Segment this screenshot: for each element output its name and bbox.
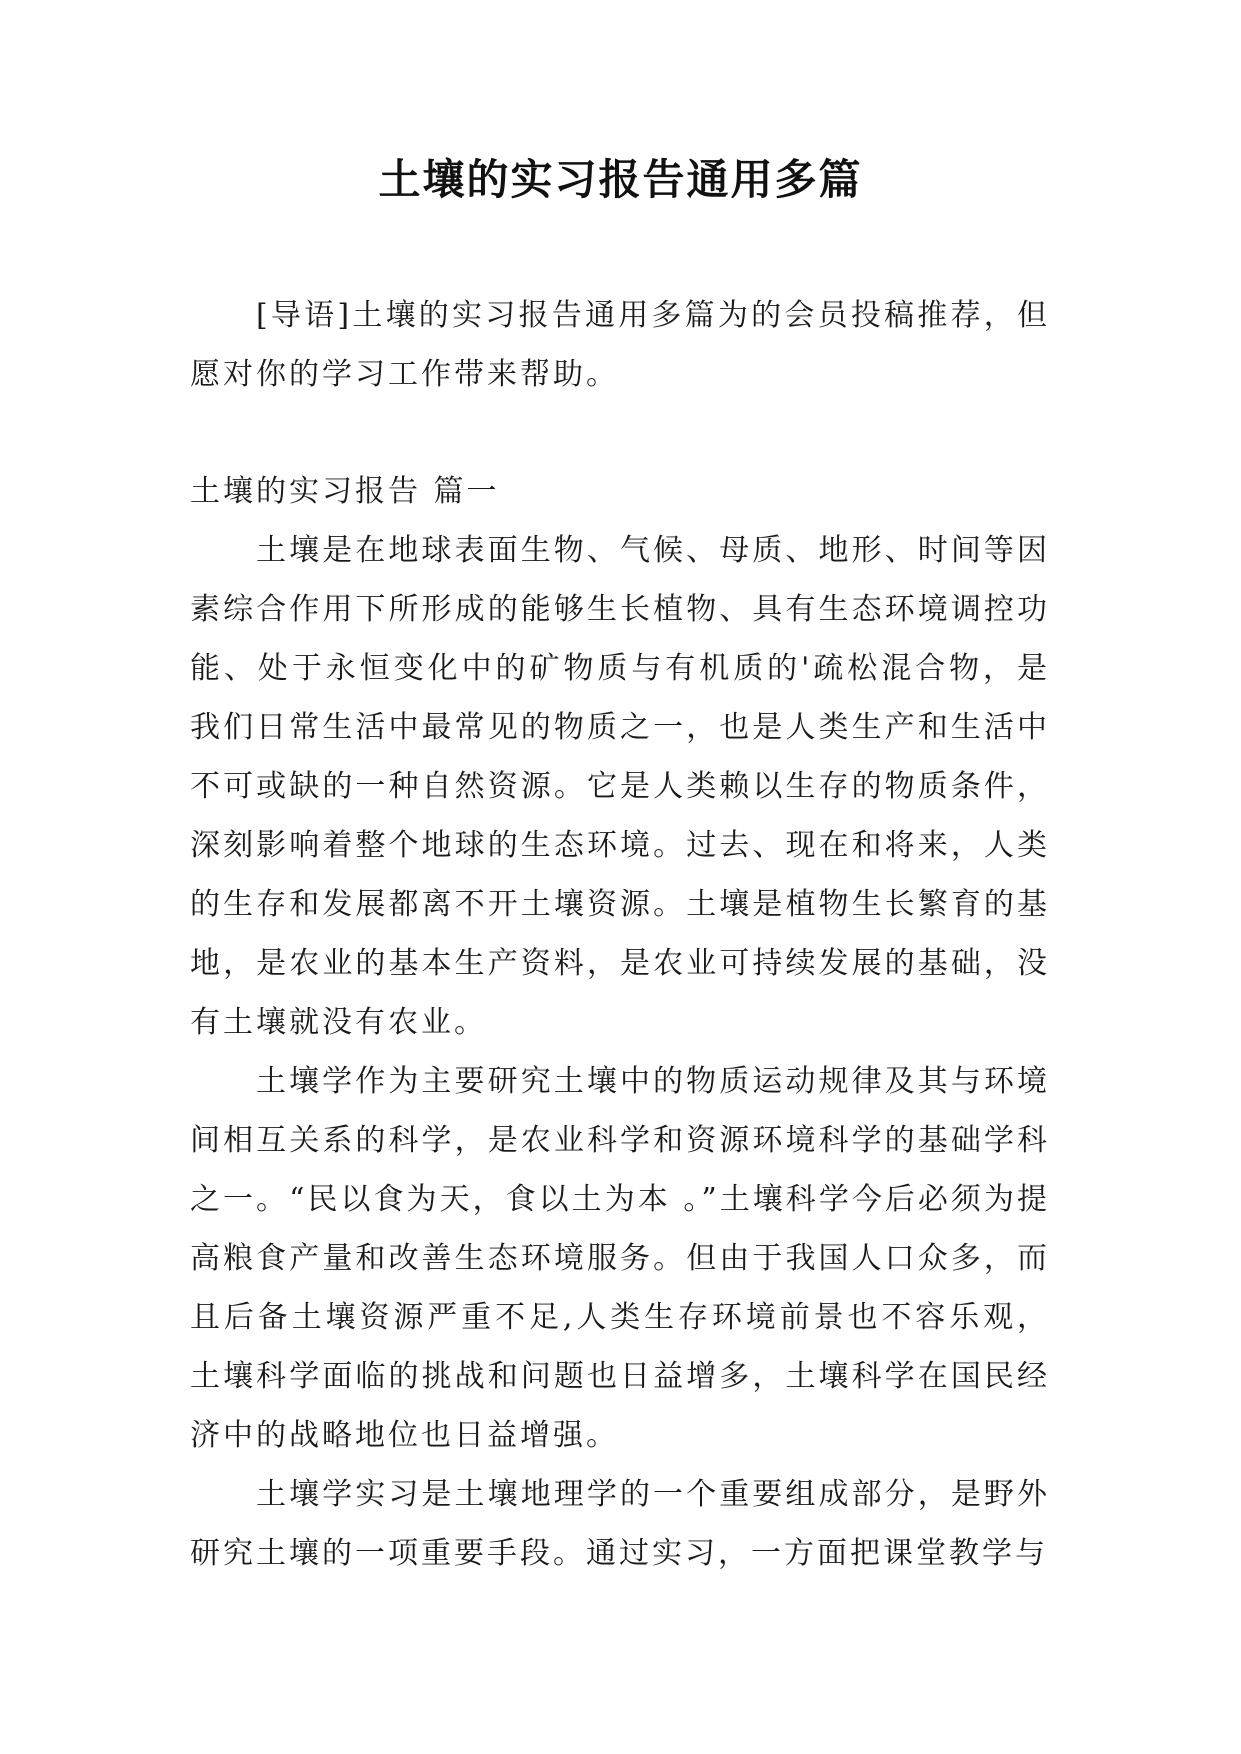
paragraph: 土壤是在地球表面生物、气候、母质、地形、时间等因素综合作用下所形成的能够生长植物、具有生态环境调控功能、处于永恒变化中的矿物质与有机质的'疏松混合物，是我们日常生活中最常见的物质之一，也是人类生产和生活中不可或缺的一种自然资源。它是人类赖以生存的物质条件，深刻影响着整个地球的生态环境。过去、现在和将来，人类的生存和发展都离不开土壤资源。土壤是植物生长繁育的基地，是农业的基本生产资料，是农业可持续发展的基础，没有土壤就没有农业。 xyxy=(190,533,1050,1040)
paragraph: 土壤学实习是土壤地理学的一个重要组成部分，是野外研究土壤的一项重要手段。通过实习，一方面把课堂教学与 xyxy=(190,1477,1050,1571)
paragraph: 土壤学作为主要研究土壤中的物质运动规律及其与环境间相互关系的科学，是农业科学和资源环境科学的基础学科之一。“民以食为天，食以土为本 。”土壤科学今后必须为提高粮食产量和改善生态环境服务。但由于我国人口众多，而且后备土壤资源严重不足,人类生存环境前景也不容乐观，土壤科学面临的挑战和问题也日益增多，土壤科学在国民经济中的战略地位也日益增强。 xyxy=(190,1064,1050,1453)
section-heading: 土壤的实习报告 篇一 xyxy=(190,474,500,509)
page-title: 土壤的实习报告通用多篇 xyxy=(378,155,863,204)
section-body xyxy=(190,521,1050,1583)
intro-paragraph: [导语]土壤的实习报告通用多篇为的会员投稿推荐，但愿对你的学习工作带来帮助。 xyxy=(190,298,1050,392)
